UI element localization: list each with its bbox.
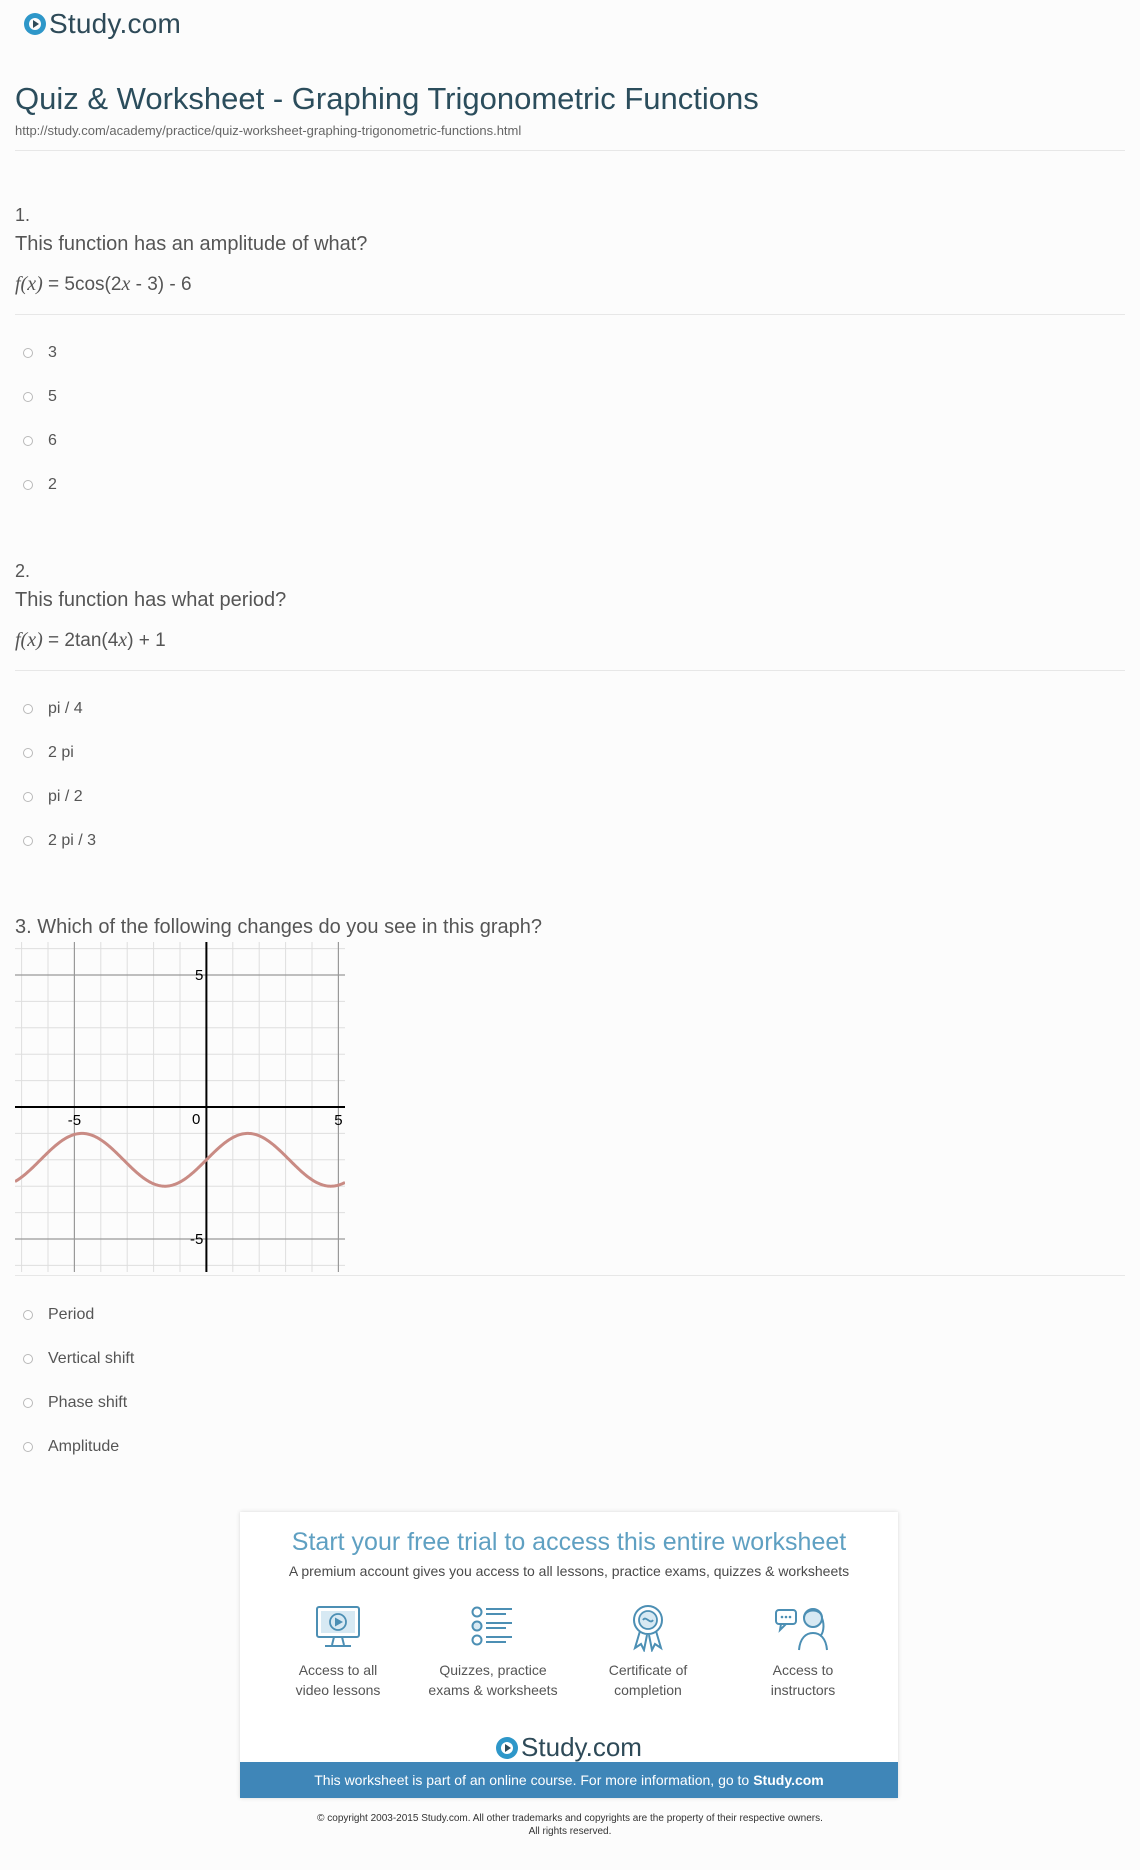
page-title: Quiz & Worksheet - Graphing Trigonometric Functions: [15, 81, 759, 116]
radio-button[interactable]: [23, 792, 33, 802]
answer-option[interactable]: [0, 388, 57, 406]
question-2-number: 2.: [15, 561, 31, 581]
promo-study-logo[interactable]: [240, 1732, 898, 1763]
monitor-play-icon: [313, 1604, 363, 1652]
answer-option[interactable]: [0, 788, 83, 806]
copyright-line2: All rights reserved.: [528, 1826, 612, 1837]
option-label: 2 pi / 3: [48, 832, 97, 849]
option-label: Phase shift: [48, 1394, 128, 1411]
radio-button[interactable]: [23, 348, 33, 358]
radio-button[interactable]: [23, 704, 33, 714]
answer-option[interactable]: [0, 1438, 119, 1456]
formula-part: = 5cos(2: [42, 274, 122, 295]
question-divider: [15, 314, 1125, 315]
tick-label-y-neg-5: -5: [190, 1231, 204, 1248]
radio-button[interactable]: [23, 1442, 33, 1452]
brand-name: Study.com: [49, 8, 181, 39]
feature-label-line2: exams & worksheets: [428, 1682, 558, 1698]
question-1-number: 1.: [15, 205, 31, 225]
play-icon: [24, 13, 46, 35]
question-2-text: This function has what period?: [15, 589, 287, 611]
page-url[interactable]: http://study.com/academy/practice/quiz-worksheet-graphing-trigonometric-functions.html: [15, 123, 522, 138]
tick-label-y-pos-5: 5: [195, 967, 204, 984]
feature-label-line1: Access to all: [298, 1662, 378, 1678]
tick-label-origin: 0: [192, 1111, 201, 1128]
feature-certificate: [568, 1604, 728, 1700]
radio-button[interactable]: [23, 748, 33, 758]
formula-part: ) + 1: [127, 630, 166, 651]
feature-quizzes: [413, 1604, 573, 1700]
option-label: pi / 4: [48, 700, 83, 717]
instructor-chat-icon: [773, 1604, 833, 1652]
promo-banner-link[interactable]: Study.com: [753, 1772, 824, 1788]
play-icon: [496, 1737, 518, 1759]
trig-graph: [15, 942, 345, 1272]
radio-button[interactable]: [23, 836, 33, 846]
answer-option[interactable]: [0, 744, 74, 762]
tick-label-x-neg-5: -5: [67, 1112, 82, 1129]
copyright-footer: [0, 1812, 1140, 1838]
tick-label-x-pos-5: 5: [334, 1112, 343, 1129]
feature-instructors: [723, 1604, 883, 1700]
promo-headline[interactable]: Start your free trial to access this entire worksheet: [291, 1528, 847, 1556]
promo-banner-text: This worksheet is part of an online course. For more information, go to: [314, 1772, 750, 1788]
question-1-text: This function has an amplitude of what?: [15, 233, 368, 255]
radio-button[interactable]: [23, 1310, 33, 1320]
answer-option[interactable]: [0, 1350, 134, 1368]
study-logo[interactable]: [24, 8, 181, 40]
certificate-ribbon-icon: [623, 1604, 673, 1652]
option-label: Amplitude: [48, 1438, 120, 1455]
answer-option[interactable]: [0, 700, 83, 718]
formula-function: f(x): [15, 629, 43, 651]
copyright-line1: © copyright 2003-2015 Study.com. All other trademarks and copyrights are the property of their respective owners.: [317, 1813, 823, 1824]
header-divider: [15, 150, 1125, 151]
answer-option[interactable]: [0, 1306, 94, 1324]
option-label: Period: [48, 1306, 95, 1323]
feature-label-line2: instructors: [770, 1682, 836, 1698]
option-label: 3: [48, 344, 57, 361]
feature-label-line2: video lessons: [295, 1682, 381, 1698]
checklist-icon: [468, 1604, 518, 1652]
answer-option[interactable]: [0, 432, 57, 450]
radio-button[interactable]: [23, 1354, 33, 1364]
answer-option[interactable]: [0, 344, 57, 362]
radio-button[interactable]: [23, 1398, 33, 1408]
question-2-formula: [15, 629, 166, 652]
question-3-text: 3. Which of the following changes do you see in this graph?: [15, 916, 542, 938]
formula-function: f(x): [15, 273, 43, 295]
feature-video-lessons: [258, 1604, 418, 1700]
free-trial-promo: [240, 1512, 898, 1798]
feature-label-line2: completion: [614, 1682, 682, 1698]
question-divider: [15, 1275, 1125, 1276]
radio-button[interactable]: [23, 436, 33, 446]
question-1-formula: [15, 273, 192, 296]
feature-label-line1: Quizzes, practice: [439, 1662, 547, 1678]
promo-subline: A premium account gives you access to all lessons, practice exams, quizzes & worksheets: [288, 1563, 850, 1579]
formula-part: - 3) - 6: [130, 274, 192, 295]
option-label: Vertical shift: [48, 1350, 135, 1367]
formula-variable: x: [121, 273, 131, 295]
promo-brand-name: Study.com: [521, 1732, 642, 1762]
option-label: 6: [48, 432, 57, 449]
feature-label-line1: Access to: [772, 1662, 834, 1678]
option-label: 2: [48, 476, 57, 493]
option-label: pi / 2: [48, 788, 83, 805]
option-label: 5: [48, 388, 57, 405]
feature-label-line1: Certificate of: [608, 1662, 688, 1678]
formula-part: = 2tan(4: [42, 630, 119, 651]
answer-option[interactable]: [0, 832, 96, 850]
promo-banner: [240, 1762, 898, 1798]
option-label: 2 pi: [48, 744, 74, 761]
formula-variable: x: [118, 629, 128, 651]
radio-button[interactable]: [23, 392, 33, 402]
question-divider: [15, 670, 1125, 671]
radio-button[interactable]: [23, 480, 33, 490]
answer-option[interactable]: [0, 476, 57, 494]
answer-option[interactable]: [0, 1394, 127, 1412]
